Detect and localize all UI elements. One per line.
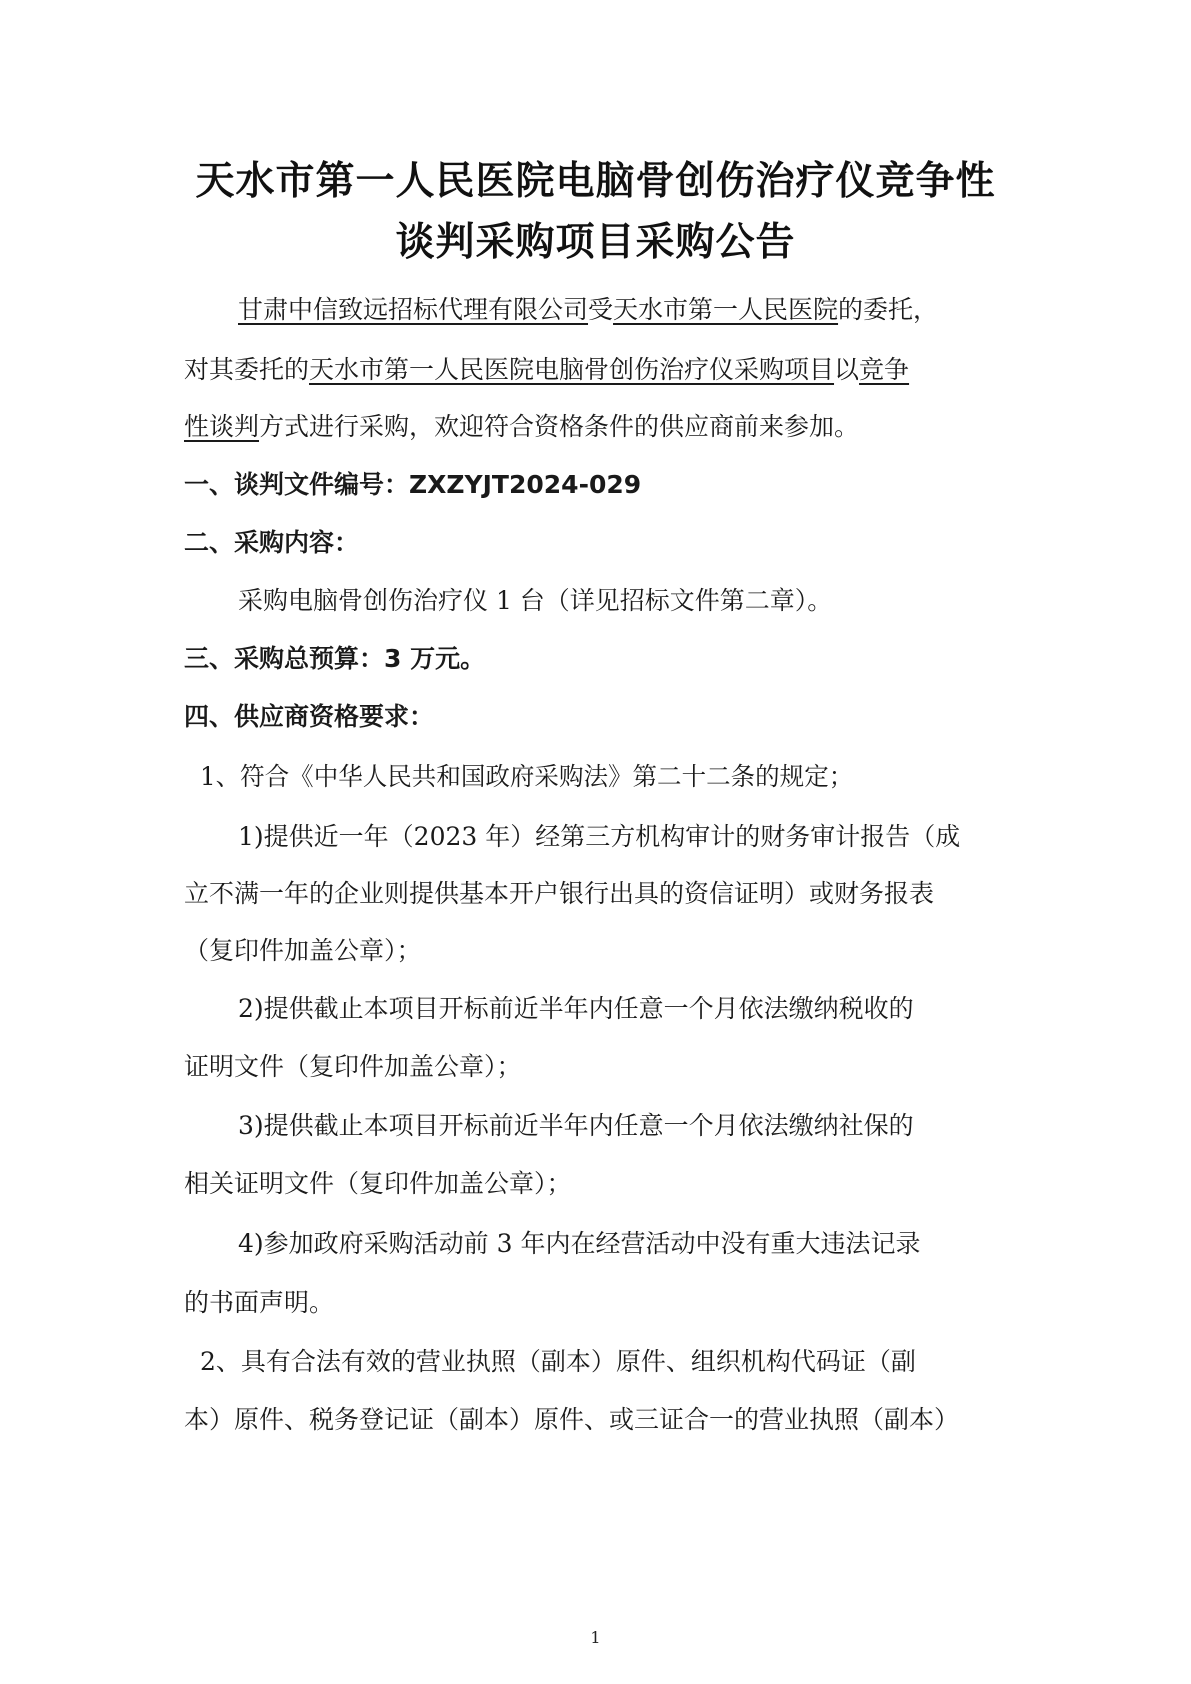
requirement-1b-line-2: 证明文件（复印件加盖公章）；: [184, 1052, 522, 1081]
document-title-line-1: 天水市第一人民医院电脑骨创伤治疗仪竞争性: [195, 159, 996, 204]
intro-line-2: [184, 352, 1014, 388]
requirement-1: 1、符合《中华人民共和国政府采购法》第二十二条的规定；: [200, 762, 854, 791]
procurement-method: 性谈判: [184, 412, 260, 441]
procurement-method: 竞争: [859, 355, 910, 384]
requirement-2-line-2: 本）原件、税务登记证（副本）原件、或三证合一的营业执照（副本）: [184, 1405, 960, 1434]
project-name: 天水市第一人民医院电脑骨创伤治疗仪采购项目: [309, 355, 835, 384]
intro-text: 受: [588, 295, 614, 324]
intro-text: 对其委托的: [184, 355, 310, 384]
requirement-1a-line-3: （复印件加盖公章）；: [184, 936, 422, 965]
requirement-1d-line-1: 4)参加政府采购活动前 3 年内在经营活动中没有重大违法记录: [238, 1229, 921, 1258]
requirement-2-line-1: 2、具有合法有效的营业执照（副本）原件、组织机构代码证（副: [200, 1347, 916, 1376]
agency-name: 甘肃中信致远招标代理有限公司: [238, 295, 589, 324]
section-body-2: 采购电脑骨创伤治疗仪 1 台（详见招标文件第二章）。: [238, 586, 833, 615]
intro-text: 的委托，: [838, 295, 939, 324]
requirement-1c-line-2: 相关证明文件（复印件加盖公章）；: [184, 1169, 572, 1198]
intro-text: 以: [834, 355, 860, 384]
requirement-1a-line-2: 立不满一年的企业则提供基本开户银行出具的资信证明）或财务报表: [184, 879, 935, 908]
section-heading-1: 一、谈判文件编号：ZXZYJT2024-029: [184, 470, 642, 499]
section-heading-4: 四、供应商资格要求：: [184, 702, 435, 731]
requirement-1b-line-1: 2)提供截止本项目开标前近半年内任意一个月依法缴纳税收的: [238, 994, 914, 1023]
requirement-1d-line-2: 的书面声明。: [184, 1288, 335, 1317]
page-number: 1: [590, 1628, 601, 1647]
section-heading-3: 三、采购总预算：3 万元。: [184, 644, 486, 673]
client-name: 天水市第一人民医院: [613, 295, 839, 324]
intro-line-3: [184, 409, 1014, 445]
requirement-1a-line-1: 1)提供近一年（2023 年）经第三方机构审计的财务审计报告（成: [238, 822, 961, 851]
intro-line-1: [238, 292, 1014, 328]
intro-text: 方式进行采购，欢迎符合资格条件的供应商前来参加。: [259, 412, 860, 441]
requirement-1c-line-1: 3)提供截止本项目开标前近半年内任意一个月依法缴纳社保的: [238, 1111, 914, 1140]
section-heading-2: 二、采购内容：: [184, 528, 360, 557]
document-title-line-2: 谈判采购项目采购公告: [395, 220, 796, 265]
